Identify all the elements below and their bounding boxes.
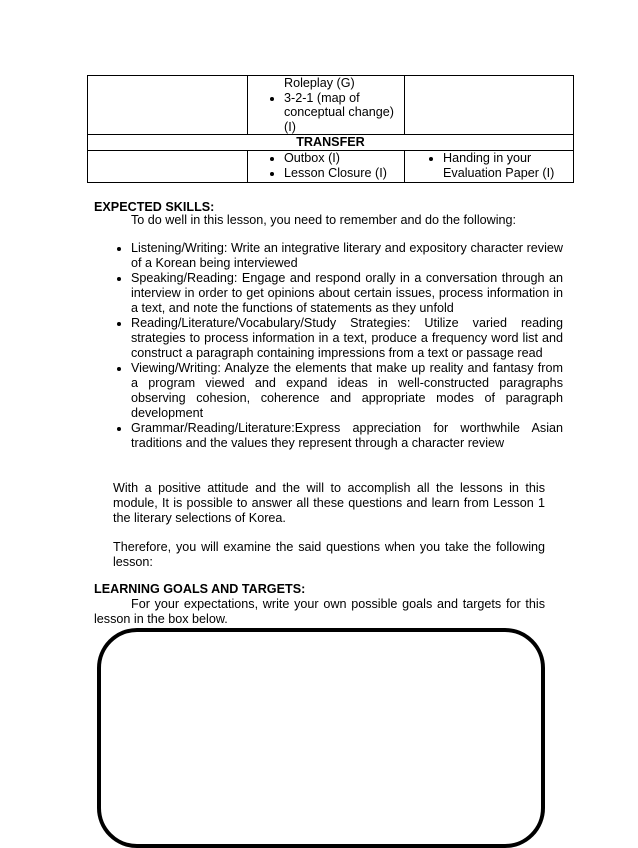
list-item: • Viewing/Writing: Analyze the elements that make up reality and fantasy from a program viewed and expand ideas in well-constructed paragraphs observing cohesion, coherence and appropriate modes of paragraph development <box>131 361 563 421</box>
table-cell <box>88 150 248 182</box>
list-item: • Reading/Literature/Vocabulary/Study Strategies: Utilize varied reading strategies to process information in a text, produce a frequency word list and construct a paragraph containing impressions from a text or passage read <box>131 316 563 361</box>
skills-list <box>113 241 563 451</box>
table-cell <box>248 150 405 182</box>
list-item: • Grammar/Reading/Literature:Express appreciation for worthwhile Asian traditions and the values they represent through a character review <box>131 421 563 451</box>
learning-goals-heading: LEARNING GOALS AND TARGETS: <box>94 582 306 596</box>
table-cell <box>248 76 405 135</box>
list-item: • Speaking/Reading: Engage and respond orally in a conversation through an interview in order to get opinions about certain issues, process information in a text, and note the functions of statements as they unfold <box>131 271 563 316</box>
list-item: • Listening/Writing: Write an integrative literary and expository character review of a Korean being interviewed <box>131 241 563 271</box>
table-row <box>88 76 574 135</box>
paragraph: With a positive attitude and the will to accomplish all the lessons in this module, It is possible to answer all these questions and learn from Lesson 1 the literary selections of Korea. <box>113 481 545 525</box>
table-cell <box>405 150 574 182</box>
expected-skills-heading: EXPECTED SKILLS: <box>94 200 215 214</box>
activity-item: • Outbox (I) <box>284 151 400 166</box>
expected-skills-intro: To do well in this lesson, you need to remember and do the following: <box>131 213 517 227</box>
goals-answer-box[interactable] <box>97 628 545 848</box>
activity-item: • Lesson Closure (I) <box>284 166 400 181</box>
table-row <box>88 150 574 182</box>
learning-goals-text: For your expectations, write your own possible goals and targets for this lesson in the box below. <box>94 597 545 626</box>
paragraph: Therefore, you will examine the said questions when you take the following lesson: <box>113 540 545 569</box>
table-cell <box>405 76 574 135</box>
activity-item: • 3-2-1 (map of conceptual change) (I) <box>284 91 400 135</box>
table-row <box>88 135 574 151</box>
lesson-plan-table <box>87 75 574 183</box>
table-cell <box>88 76 248 135</box>
assessment-item: • Handing in your Evaluation Paper (I) <box>443 151 569 180</box>
transfer-heading: TRANSFER <box>88 135 574 151</box>
activity-text: Roleplay (G) <box>284 76 355 90</box>
